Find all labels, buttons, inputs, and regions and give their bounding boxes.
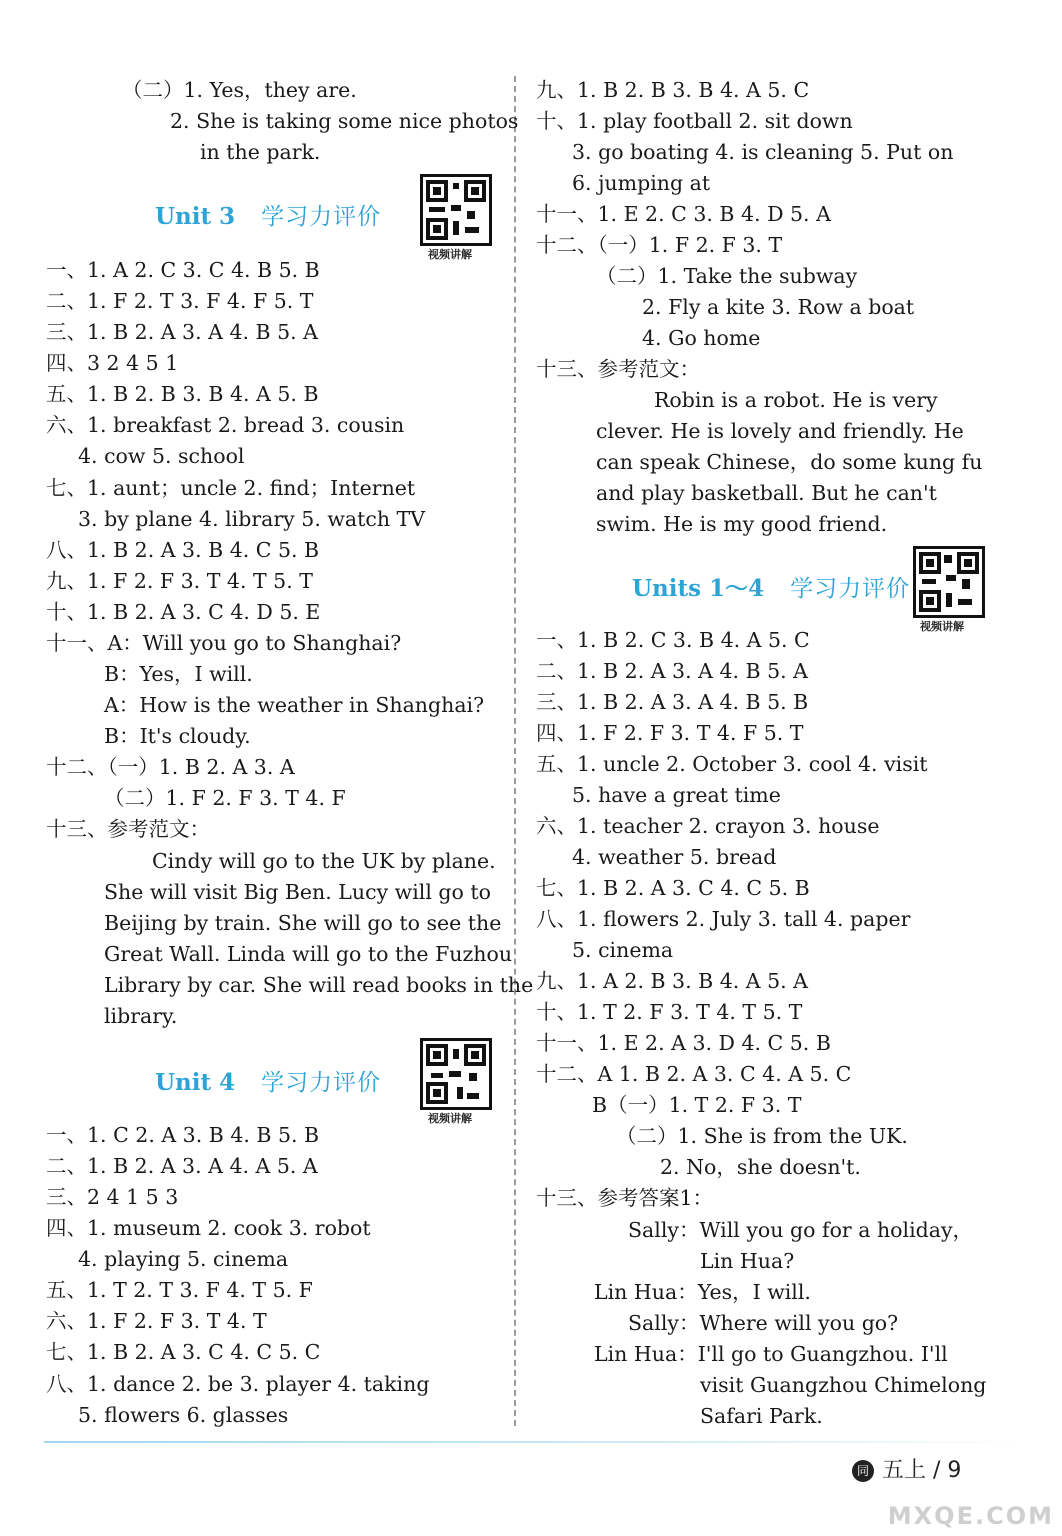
answer-line: 六、1. F 2. F 3. T 4. T	[46, 1309, 267, 1333]
answer-line: 4. weather 5. bread	[572, 845, 777, 869]
answer-line: 5. cinema	[572, 938, 674, 962]
answer-line: B：It's cloudy.	[104, 724, 251, 748]
answer-line: 二、1. F 2. T 3. F 4. F 5. T	[46, 289, 314, 313]
dialogue-line: Sally：Where will you go?	[628, 1311, 899, 1335]
essay-line: clever. He is lovely and friendly. He	[596, 419, 964, 443]
answer-line: 五、1. uncle 2. October 3. cool 4. visit	[536, 752, 928, 776]
footer-rule	[44, 1441, 1024, 1443]
essay-line: Cindy will go to the UK by plane.	[152, 849, 496, 873]
answer-line: 十一、1. E 2. C 3. B 4. D 5. A	[536, 202, 831, 226]
answer-line: 4. Go home	[642, 326, 761, 350]
answer-line: 十三、参考答案1：	[536, 1186, 714, 1210]
answer-line: 八、1. dance 2. be 3. player 4. taking	[46, 1372, 430, 1396]
answer-line: 十、1. play football 2. sit down	[536, 109, 853, 133]
publisher-badge-icon: 同	[852, 1460, 874, 1482]
answer-line: 四、1. F 2. F 3. T 4. F 5. T	[536, 721, 804, 745]
answer-line: 二、1. B 2. A 3. A 4. B 5. A	[536, 659, 808, 683]
unit3-subtitle: 学习力评价	[261, 204, 382, 230]
answer-line: （二）1. F 2. F 3. T 4. F	[104, 786, 346, 810]
answer-line: 4. playing 5. cinema	[78, 1247, 289, 1271]
answer-line: 十、1. B 2. A 3. C 4. D 5. E	[46, 600, 321, 624]
answer-line: 一、1. B 2. C 3. B 4. A 5. C	[536, 628, 810, 652]
unit4-subtitle: 学习力评价	[261, 1070, 382, 1096]
qr-code-icon[interactable]	[420, 174, 492, 246]
dialogue-line: visit Guangzhou Chimelong	[700, 1373, 987, 1397]
unit4-heading	[155, 1066, 381, 1100]
answer-line: 五、1. B 2. B 3. B 4. A 5. B	[46, 382, 319, 406]
dialogue-line: Lin Hua?	[700, 1249, 795, 1273]
essay-line: She will visit Big Ben. Lucy will go to	[104, 880, 491, 904]
answer-line: 十一、A：Will you go to Shanghai?	[46, 631, 402, 655]
answer-line: 六、1. teacher 2. crayon 3. house	[536, 814, 880, 838]
page-number	[852, 1456, 961, 1486]
answer-line: 二、1. B 2. A 3. A 4. A 5. A	[46, 1154, 318, 1178]
answer-line: 2. No，she doesn't.	[660, 1155, 861, 1179]
unit4-title: Unit 4	[155, 1069, 236, 1096]
page-number-text: 五上 / 9	[882, 1458, 962, 1483]
essay-line: and play basketball. But he can't	[596, 481, 937, 505]
answer-line: A：How is the weather in Shanghai?	[104, 693, 485, 717]
unit3-heading	[155, 200, 381, 234]
qr-caption: 视频讲解	[920, 620, 964, 633]
qr-code-icon[interactable]	[913, 546, 985, 618]
answer-line: 十一、1. E 2. A 3. D 4. C 5. B	[536, 1031, 831, 1055]
answer-line: 五、1. T 2. T 3. F 4. T 5. F	[46, 1278, 313, 1302]
answer-line: B：Yes，I will.	[104, 662, 253, 686]
answer-line: 2. She is taking some nice photos	[170, 109, 519, 133]
answer-line: 九、1. A 2. B 3. B 4. A 5. A	[536, 969, 808, 993]
answer-line: 6. jumping at	[572, 171, 711, 195]
answer-line: （二）1. Yes，they are.	[122, 78, 357, 102]
answer-line: 十二、（一）1. B 2. A 3. A	[46, 755, 295, 779]
answer-line: in the park.	[200, 140, 321, 164]
answer-line: 5. have a great time	[572, 783, 781, 807]
answer-line: 七、1. B 2. A 3. C 4. C 5. B	[536, 876, 810, 900]
dialogue-line: Lin Hua：I'll go to Guangzhou. I'll	[594, 1342, 948, 1366]
answer-line: 十、1. T 2. F 3. T 4. T 5. T	[536, 1000, 803, 1024]
essay-line: Great Wall. Linda will go to the Fuzhou	[104, 942, 513, 966]
answer-line: 一、1. A 2. C 3. C 4. B 5. B	[46, 258, 320, 282]
answer-line: （二）1. Take the subway	[596, 264, 858, 288]
answer-line: 七、1. B 2. A 3. C 4. C 5. C	[46, 1340, 321, 1364]
answer-line: 十二、A 1. B 2. A 3. C 4. A 5. C	[536, 1062, 852, 1086]
answer-line: 七、1. aunt；uncle 2. find；Internet	[46, 476, 416, 500]
answer-line: 3. by plane 4. library 5. watch TV	[78, 507, 426, 531]
units1-4-title: Units 1～4	[632, 575, 765, 602]
answer-line: 九、1. B 2. B 3. B 4. A 5. C	[536, 78, 810, 102]
answer-line: 八、1. flowers 2. July 3. tall 4. paper	[536, 907, 911, 931]
units1-4-heading	[632, 572, 910, 606]
essay-line: Library by car. She will read books in the	[104, 973, 534, 997]
dialogue-line: Lin Hua：Yes，I will.	[594, 1280, 811, 1304]
answer-line: 3. go boating 4. is cleaning 5. Put on	[572, 140, 954, 164]
answer-line: 九、1. F 2. F 3. T 4. T 5. T	[46, 569, 313, 593]
dialogue-line: Safari Park.	[700, 1404, 823, 1428]
essay-line: library.	[104, 1004, 178, 1028]
essay-line: swim. He is my good friend.	[596, 512, 888, 536]
answer-line: 四、1. museum 2. cook 3. robot	[46, 1216, 371, 1240]
answer-line: 5. flowers 6. glasses	[78, 1403, 289, 1427]
unit3-title: Unit 3	[155, 203, 236, 230]
qr-caption: 视频讲解	[428, 248, 472, 261]
answer-line: 十三、参考范文：	[46, 817, 210, 841]
qr-code-icon[interactable]	[420, 1038, 492, 1110]
answer-line: 十二、（一）1. F 2. F 3. T	[536, 233, 783, 257]
dialogue-line: Sally：Will you go for a holiday，	[628, 1218, 974, 1242]
qr-caption: 视频讲解	[428, 1112, 472, 1125]
answer-line: 一、1. C 2. A 3. B 4. B 5. B	[46, 1123, 320, 1147]
answer-line: 三、1. B 2. A 3. A 4. B 5. A	[46, 320, 318, 344]
answer-line: 六、1. breakfast 2. bread 3. cousin	[46, 413, 405, 437]
essay-line: Robin is a robot. He is very	[654, 388, 938, 412]
answer-line: （二）1. She is from the UK.	[616, 1124, 908, 1148]
answer-line: 八、1. B 2. A 3. B 4. C 5. B	[46, 538, 320, 562]
watermark: MXQE.COM	[887, 1502, 1054, 1530]
column-divider	[514, 76, 516, 1426]
answer-line: 三、2 4 1 5 3	[46, 1185, 179, 1209]
answer-line: 2. Fly a kite 3. Row a boat	[642, 295, 915, 319]
units1-4-subtitle: 学习力评价	[790, 576, 911, 602]
answer-line: 十三、参考范文：	[536, 357, 700, 381]
answer-line: 三、1. B 2. A 3. A 4. B 5. B	[536, 690, 809, 714]
answer-line: 四、3 2 4 5 1	[46, 351, 179, 375]
answer-line: B（一）1. T 2. F 3. T	[592, 1093, 802, 1117]
essay-line: Beijing by train. She will go to see the	[104, 911, 502, 935]
essay-line: can speak Chinese，do some kung fu	[596, 450, 983, 474]
answer-line: 4. cow 5. school	[78, 444, 245, 468]
